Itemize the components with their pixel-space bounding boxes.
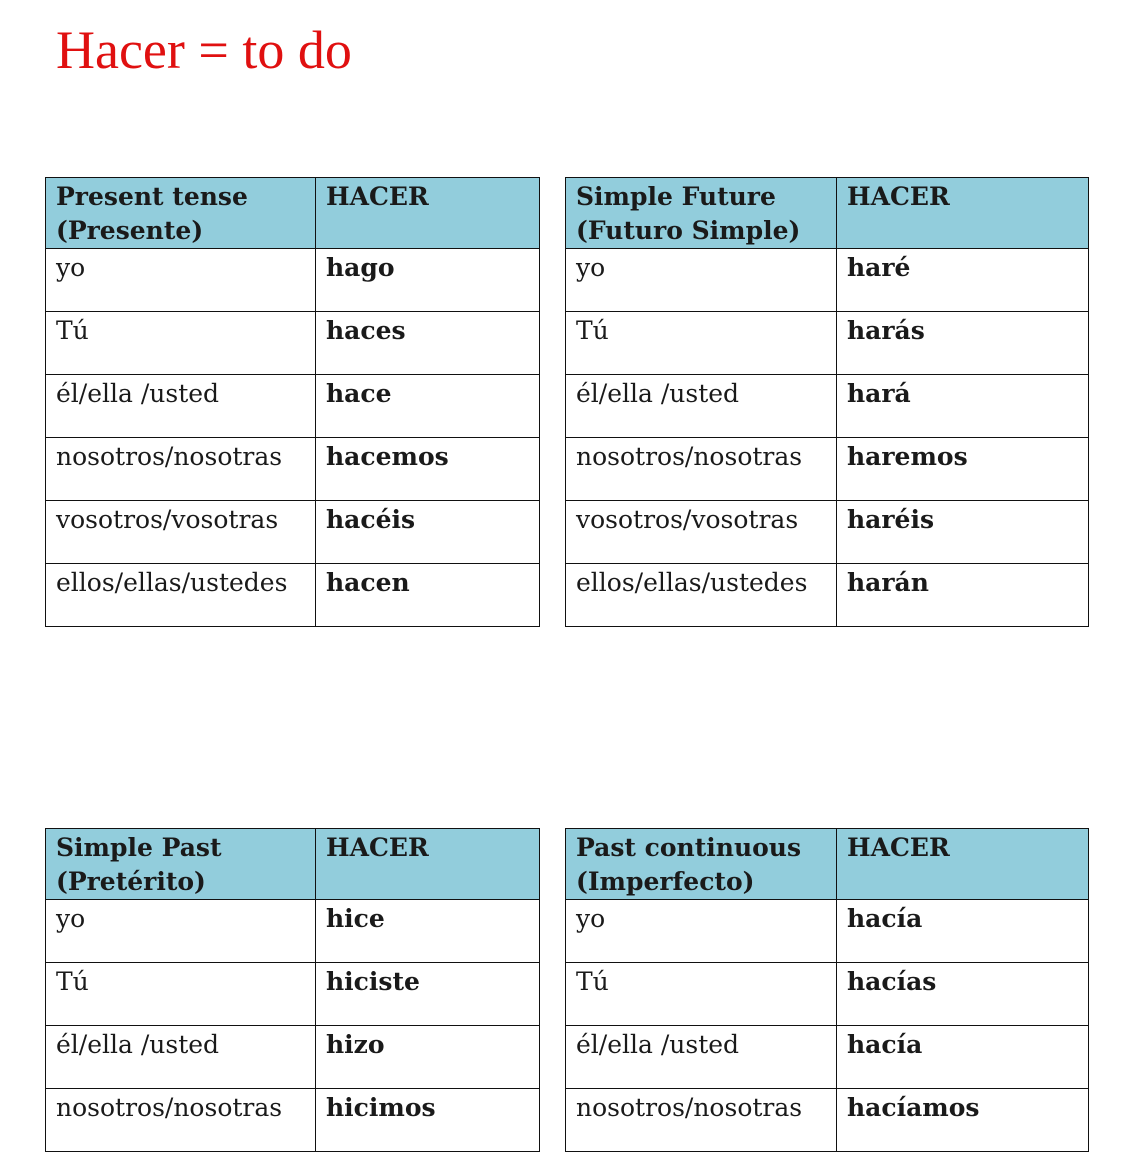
page-title: Hacer = to do — [56, 20, 352, 80]
conjugation-cell: hacéis — [316, 501, 540, 564]
pronoun-cell: él/ella /usted — [566, 375, 837, 438]
table-row — [46, 249, 540, 312]
table-header-row — [46, 178, 540, 249]
table-body — [566, 900, 1089, 1152]
table-row — [566, 375, 1089, 438]
conjugation-cell: hará — [837, 375, 1089, 438]
pronoun-cell: nosotros/nosotras — [566, 438, 837, 501]
table-row — [566, 438, 1089, 501]
conjugation-cell: hicimos — [316, 1089, 540, 1152]
simple-future-table — [565, 177, 1089, 627]
tense-header: Simple Future (Futuro Simple) — [566, 178, 837, 249]
table-row — [566, 501, 1089, 564]
conjugation-cell: haré — [837, 249, 1089, 312]
conjugation-cell: hacía — [837, 1026, 1089, 1089]
table-row — [566, 1089, 1089, 1152]
table-header-row — [566, 829, 1089, 900]
table-row — [46, 312, 540, 375]
conjugation-cell: hace — [316, 375, 540, 438]
past-continuous-table — [565, 828, 1089, 1152]
table-row — [566, 564, 1089, 627]
table-header-row — [566, 178, 1089, 249]
table-row — [46, 1089, 540, 1152]
verb-header: HACER — [837, 178, 1089, 249]
verb-header: HACER — [837, 829, 1089, 900]
pronoun-cell: Tú — [46, 312, 316, 375]
table-body — [46, 900, 540, 1152]
conjugation-cell: hacíamos — [837, 1089, 1089, 1152]
pronoun-cell: él/ella /usted — [566, 1026, 837, 1089]
pronoun-cell: vosotros/vosotras — [566, 501, 837, 564]
pronoun-cell: yo — [566, 900, 837, 963]
table-row — [46, 900, 540, 963]
table-row — [566, 312, 1089, 375]
table-body — [566, 249, 1089, 627]
table-row — [566, 900, 1089, 963]
conjugation-cell: hice — [316, 900, 540, 963]
pronoun-cell: Tú — [566, 963, 837, 1026]
conjugation-cell: hacemos — [316, 438, 540, 501]
pronoun-cell: yo — [566, 249, 837, 312]
conjugation-cell: hiciste — [316, 963, 540, 1026]
conjugation-cell: harán — [837, 564, 1089, 627]
conjugation-cell: haréis — [837, 501, 1089, 564]
table-row — [46, 564, 540, 627]
conjugation-cell: haremos — [837, 438, 1089, 501]
pronoun-cell: Tú — [46, 963, 316, 1026]
verb-header: HACER — [316, 829, 540, 900]
tense-header: Past continuous (Imperfecto) — [566, 829, 837, 900]
table-row — [46, 501, 540, 564]
table-header-row — [46, 829, 540, 900]
pronoun-cell: nosotros/nosotras — [46, 1089, 316, 1152]
conjugation-cell: hago — [316, 249, 540, 312]
pronoun-cell: vosotros/vosotras — [46, 501, 316, 564]
conjugation-cell: harás — [837, 312, 1089, 375]
table-row — [46, 963, 540, 1026]
pronoun-cell: yo — [46, 249, 316, 312]
present-tense-table — [45, 177, 540, 627]
simple-past-table — [45, 828, 540, 1152]
table-row — [46, 375, 540, 438]
table-row — [46, 1026, 540, 1089]
tense-header: Present tense (Presente) — [46, 178, 316, 249]
pronoun-cell: ellos/ellas/ustedes — [46, 564, 316, 627]
conjugation-cell: hacen — [316, 564, 540, 627]
table-row — [566, 963, 1089, 1026]
table-row — [46, 438, 540, 501]
tense-header: Simple Past (Pretérito) — [46, 829, 316, 900]
pronoun-cell: ellos/ellas/ustedes — [566, 564, 837, 627]
pronoun-cell: él/ella /usted — [46, 1026, 316, 1089]
table-body — [46, 249, 540, 627]
pronoun-cell: nosotros/nosotras — [566, 1089, 837, 1152]
conjugation-cell: hacías — [837, 963, 1089, 1026]
verb-header: HACER — [316, 178, 540, 249]
pronoun-cell: nosotros/nosotras — [46, 438, 316, 501]
table-row — [566, 1026, 1089, 1089]
conjugation-cell: hacía — [837, 900, 1089, 963]
table-row — [566, 249, 1089, 312]
conjugation-cell: hizo — [316, 1026, 540, 1089]
pronoun-cell: yo — [46, 900, 316, 963]
pronoun-cell: Tú — [566, 312, 837, 375]
conjugation-cell: haces — [316, 312, 540, 375]
pronoun-cell: él/ella /usted — [46, 375, 316, 438]
